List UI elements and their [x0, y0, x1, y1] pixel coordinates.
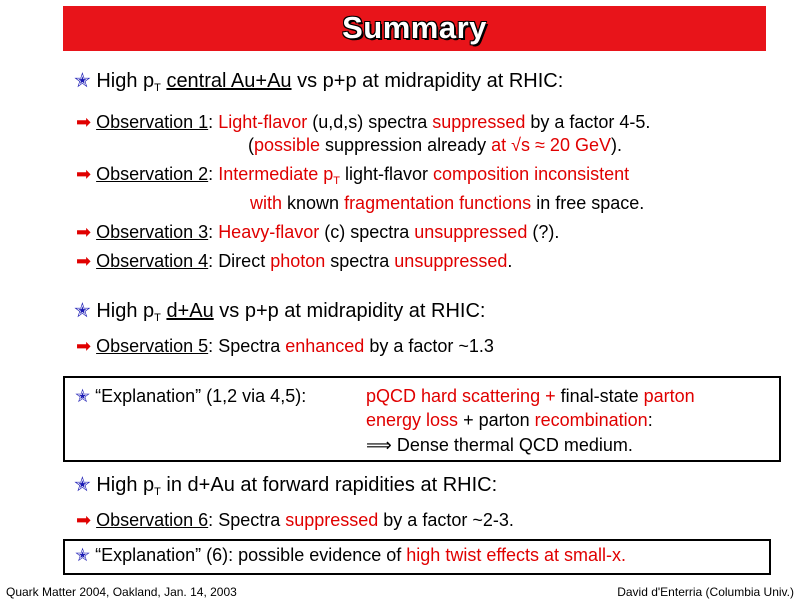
observation-2-line-2: with known fragmentation functions in free space.	[250, 193, 645, 213]
observation-label: Observation 5	[96, 336, 209, 356]
star-icon: ✭	[75, 545, 91, 565]
observation-5: ➡ Observation 5: Spectra enhanced by a factor ~1.3	[76, 336, 494, 356]
arrow-right-icon: ➡	[76, 251, 92, 271]
observation-label: Observation 4	[96, 251, 209, 271]
explanation-1-line-3: ⟹ Dense thermal QCD medium.	[366, 435, 633, 455]
star-icon: ✭	[75, 386, 91, 406]
explanation-1-line-2: energy loss + parton recombination:	[366, 410, 653, 430]
explanation-1-line-1: ✭ “Explanation” (1,2 via 4,5):	[75, 386, 307, 406]
observation-label: Observation 1	[96, 112, 209, 132]
heading-link-dau: d+Au	[166, 300, 214, 322]
observation-2: ➡ Observation 2: Intermediate $p_T$ light-flavor composition inconsistent	[76, 164, 630, 187]
observation-1: ➡ Observation 1: Light-flavor (u,d,s) spectra suppressed by a factor 4-5.	[76, 112, 651, 132]
heading-text: High p	[96, 70, 155, 92]
observation-label: Observation 3	[96, 222, 209, 242]
arrow-right-icon: ➡	[76, 336, 92, 356]
star-icon: ✭	[74, 474, 91, 496]
arrow-right-icon: ➡	[76, 112, 92, 132]
observation-3: ➡ Observation 3: Heavy-flavor (c) spectra unsuppressed (?).	[76, 222, 560, 242]
subscript: T	[154, 82, 161, 94]
footer-conference: Quark Matter 2004, Oakland, Jan. 14, 2003	[6, 585, 237, 599]
footer-author: David d'Enterria (Columbia Univ.)	[617, 585, 794, 599]
observation-label: Observation 6	[96, 510, 209, 530]
observation-label: Observation 2	[96, 164, 209, 184]
star-icon: ✭	[74, 70, 91, 92]
heading-rest: vs p+p at midrapidity at RHIC:	[291, 70, 564, 92]
observation-6: ➡ Observation 6: Spectra suppressed by a factor ~2-3.	[76, 510, 514, 530]
implies-icon: ⟹	[366, 435, 392, 455]
arrow-right-icon: ➡	[76, 222, 92, 242]
arrow-right-icon: ➡	[76, 164, 92, 184]
observation-1-line-2: (possible suppression already at √s ≈ 20 GeV).	[248, 135, 622, 155]
title-bar	[63, 6, 766, 51]
explanation-2-text: ✭ “Explanation” (6): possible evidence of high twist effects at small-x.	[75, 545, 627, 565]
star-icon: ✭	[74, 300, 91, 322]
heading-link-central-auau: central Au+Au	[166, 70, 292, 92]
heading-au-au	[74, 68, 563, 94]
heading-forward: ✭ High $p_T$ in d+Au at forward rapidities at RHIC:	[74, 474, 498, 498]
explanation-1-text: pQCD hard scattering + final-state parton	[366, 386, 695, 406]
page-title: Summary	[342, 10, 487, 45]
observation-4: ➡ Observation 4: Direct photon spectra unsuppressed.	[76, 251, 513, 271]
heading-d-au: ✭ High $p_T$ d+Au vs p+p at midrapidity at RHIC:	[74, 300, 486, 324]
arrow-right-icon: ➡	[76, 510, 92, 530]
